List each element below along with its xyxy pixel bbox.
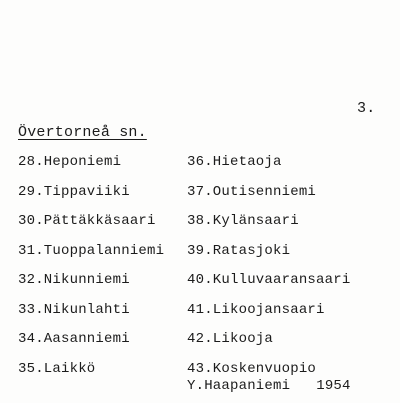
place-entry: 40.Kulluvaaransaari <box>187 272 351 288</box>
place-entry: 28.Heponiemi <box>18 154 122 170</box>
place-entry: 31.Tuoppalanniemi <box>18 242 165 259</box>
place-entry: 43.Koskenvuopio <box>187 360 317 377</box>
place-entry: 42.Likooja <box>187 331 274 347</box>
place-entry: 32.Nikunniemi <box>18 272 130 288</box>
parish-heading: Övertorneå sn. <box>18 124 147 141</box>
signature-year: 1954 <box>316 378 351 394</box>
place-list-left <box>18 152 164 388</box>
place-entry: 35.Laikkö <box>18 360 96 377</box>
place-list-right <box>187 152 350 388</box>
signature-name: Y.Haapaniemi <box>187 378 291 394</box>
card-number: 3. <box>357 100 376 117</box>
place-entry: 37.Outisenniemi <box>187 183 317 200</box>
place-entry: 39.Ratasjoki <box>187 242 291 259</box>
place-entry: 33.Nikunlahti <box>18 301 130 318</box>
place-entry: 36.Hietaoja <box>187 154 282 170</box>
place-entry: 38.Kylänsaari <box>187 213 299 229</box>
place-entry: 41.Likoojansaari <box>187 301 325 318</box>
place-entry: 29.Tippaviiki <box>18 183 130 200</box>
place-entry: 34.Aasanniemi <box>18 331 130 347</box>
place-entry: 30.Pättäkkäsaari <box>18 213 156 229</box>
signature-line <box>187 378 351 394</box>
